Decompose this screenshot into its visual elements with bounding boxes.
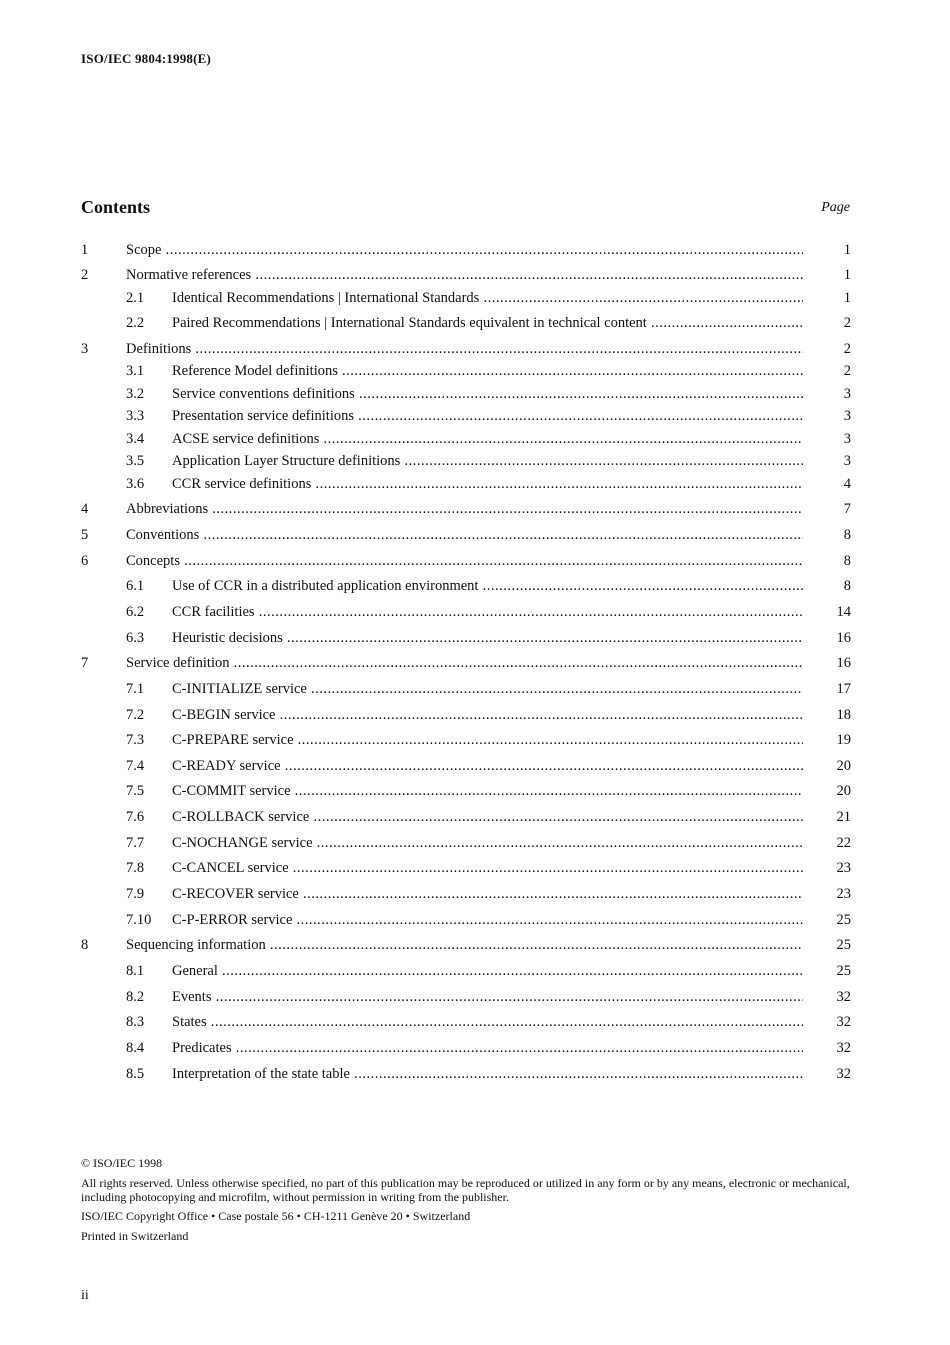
toc-entry-page: 20 [836, 783, 851, 799]
toc-entry-title: Sequencing information ..... [126, 935, 803, 955]
toc-entry-page: 8 [843, 527, 851, 543]
toc-entry-number: 8 [81, 937, 89, 953]
toc-entry-title: C-CANCEL service ..... [172, 858, 803, 878]
toc-entry-number: 6.1 [126, 578, 145, 594]
toc-entry [81, 858, 851, 878]
toc-entry [81, 551, 851, 571]
page-number: ii [81, 1288, 89, 1303]
toc-entry-title: C-INITIALIZE service ..... [172, 679, 803, 699]
toc-entry-title: Concepts ..... [126, 551, 803, 571]
toc-entry-title: ACSE service definitions ..... [172, 429, 803, 449]
toc-entry-number: 7.3 [126, 732, 145, 748]
toc-entry-page: 7 [843, 501, 851, 517]
toc-entry [81, 1064, 851, 1084]
toc-entry-page: 4 [843, 476, 851, 492]
toc-entry-number: 8.2 [126, 989, 145, 1005]
toc-entry-number: 2.2 [126, 315, 145, 331]
toc-entry [81, 240, 851, 260]
toc-entry [81, 833, 851, 853]
toc-entry-page: 25 [836, 912, 851, 928]
toc-entry [81, 313, 851, 333]
toc-entry-number: 8.5 [126, 1066, 145, 1082]
toc-entry-page: 16 [836, 630, 851, 646]
toc-entry-number: 3.5 [126, 453, 145, 469]
toc-entry-page: 3 [843, 453, 851, 469]
toc-entry [81, 576, 851, 596]
toc-entry-number: 7.2 [126, 707, 145, 723]
toc-entry [81, 628, 851, 648]
toc-entry [81, 451, 851, 471]
toc-entry-title: C-BEGIN service ..... [172, 705, 803, 725]
toc-entry-page: 32 [836, 1066, 851, 1082]
toc-entry-number: 3.3 [126, 408, 145, 424]
toc-entry-title: Reference Model definitions ..... [172, 361, 803, 381]
toc-entry-title: Use of CCR in a distributed application environment ..... [172, 576, 803, 596]
toc-entry-page: 17 [836, 681, 851, 697]
toc-entry-title: Application Layer Structure definitions ..... [172, 451, 803, 471]
toc-entry-number: 7.8 [126, 860, 145, 876]
toc-entry-number: 7 [81, 655, 89, 671]
toc-entry-title: Definitions ..... [126, 339, 803, 359]
toc-entry [81, 679, 851, 699]
toc-entry [81, 525, 851, 545]
toc-entry-page: 3 [843, 386, 851, 402]
toc-entry-title: Service conventions definitions ..... [172, 384, 803, 404]
toc-entry-page: 8 [843, 553, 851, 569]
toc-entry-number: 2.1 [126, 290, 145, 306]
toc-entry [81, 705, 851, 725]
toc-entry [81, 756, 851, 776]
toc-entry-number: 8.1 [126, 963, 145, 979]
toc-entry [81, 499, 851, 519]
toc-entry-title: CCR facilities ..... [172, 602, 803, 622]
toc-entry-number: 3 [81, 341, 89, 357]
toc-entry-page: 23 [836, 886, 851, 902]
toc-entry [81, 807, 851, 827]
copyright-office-address: ISO/IEC Copyright Office • Case postale 56 • CH-1211 Genève 20 • Switzerland [81, 1209, 471, 1223]
toc-entry [81, 384, 851, 404]
toc-entry-title: Conventions ..... [126, 525, 803, 545]
toc-entry [81, 884, 851, 904]
toc-entry [81, 781, 851, 801]
toc-entry-number: 3.4 [126, 431, 145, 447]
toc-entry-page: 1 [843, 242, 851, 258]
toc-entry-title: Presentation service definitions ..... [172, 406, 803, 426]
toc-entry-title: Service definition ..... [126, 653, 803, 673]
toc-entry-title: Scope ..... [126, 240, 803, 260]
toc-entry-number: 3.6 [126, 476, 145, 492]
toc-entry-number: 2 [81, 267, 89, 283]
toc-entry-title: Interpretation of the state table ..... [172, 1064, 803, 1084]
toc-entry-number: 6.3 [126, 630, 145, 646]
toc-entry-number: 8.3 [126, 1014, 145, 1030]
toc-entry-number: 6.2 [126, 604, 145, 620]
toc-entry-page: 1 [843, 267, 851, 283]
toc-entry-number: 7.1 [126, 681, 145, 697]
toc-entry [81, 987, 851, 1007]
toc-entry [81, 653, 851, 673]
toc-entry [81, 429, 851, 449]
toc-entry-number: 7.6 [126, 809, 145, 825]
toc-entry-page: 32 [836, 989, 851, 1005]
toc-entry [81, 361, 851, 381]
toc-entry-number: 6 [81, 553, 89, 569]
toc-entry-title: Events ..... [172, 987, 803, 1007]
toc-entry-page: 25 [836, 937, 851, 953]
toc-entry-page: 2 [843, 341, 851, 357]
toc-entry-page: 23 [836, 860, 851, 876]
toc-entry-title: Normative references ..... [126, 265, 803, 285]
toc-entry-title: C-ROLLBACK service ..... [172, 807, 803, 827]
toc-entry-page: 25 [836, 963, 851, 979]
toc-entry-title: C-P-ERROR service ..... [172, 910, 803, 930]
toc-entry-title: Identical Recommendations | International Standards ..... [172, 288, 803, 308]
toc-entry-page: 19 [836, 732, 851, 748]
rights-statement: All rights reserved. Unless otherwise specified, no part of this publication may be reproduced or utilized in any form or by any means, electronic or mechanical, including photocopying and microfilm, without permission in writing from the publisher. [81, 1176, 850, 1204]
toc-entry-number: 7.7 [126, 835, 145, 851]
toc-entry-title: C-NOCHANGE service ..... [172, 833, 803, 853]
toc-entry-title: C-PREPARE service ..... [172, 730, 803, 750]
toc-entry-page: 16 [836, 655, 851, 671]
toc-entry-page: 22 [836, 835, 851, 851]
toc-entry-page: 3 [843, 408, 851, 424]
toc-entry-number: 3.1 [126, 363, 145, 379]
toc-entry-title: C-COMMIT service ..... [172, 781, 803, 801]
toc-entry-title: Paired Recommendations | International Standards equivalent in technical content ..... [172, 313, 803, 333]
toc-entry-page: 3 [843, 431, 851, 447]
toc-entry [81, 602, 851, 622]
toc-entry-title: CCR service definitions ..... [172, 474, 803, 494]
printed-in: Printed in Switzerland [81, 1229, 189, 1243]
toc-entry-page: 32 [836, 1040, 851, 1056]
toc-entry [81, 1012, 851, 1032]
toc-entry-title: Predicates ..... [172, 1038, 803, 1058]
toc-entry-title: General ..... [172, 961, 803, 981]
toc-entry-page: 20 [836, 758, 851, 774]
toc-entry [81, 339, 851, 359]
toc-entry-number: 3.2 [126, 386, 145, 402]
toc-entry [81, 474, 851, 494]
toc-entry-number: 7.5 [126, 783, 145, 799]
toc-entry-title: States ..... [172, 1012, 803, 1032]
toc-entry [81, 961, 851, 981]
document-id: ISO/IEC 9804:1998(E) [81, 51, 212, 66]
toc-entry-number: 7.9 [126, 886, 145, 902]
toc-entry-number: 4 [81, 501, 89, 517]
toc-entry-number: 7.10 [126, 912, 152, 928]
toc-entry [81, 935, 851, 955]
toc-entry-title: C-RECOVER service ..... [172, 884, 803, 904]
toc-entry-title: Heuristic decisions ..... [172, 628, 803, 648]
toc-entry [81, 265, 851, 285]
contents-title: Contents [81, 197, 151, 217]
toc-entry [81, 406, 851, 426]
toc-entry [81, 288, 851, 308]
toc-entry-page: 2 [843, 315, 851, 331]
toc-entry-page: 14 [836, 604, 851, 620]
toc-entry-page: 1 [843, 290, 851, 306]
copyright-line: © ISO/IEC 1998 [81, 1156, 163, 1170]
toc-entry-title: Abbreviations ..... [126, 499, 803, 519]
toc-entry-page: 2 [843, 363, 851, 379]
toc-entry-number: 1 [81, 242, 89, 258]
toc-entry-page: 18 [836, 707, 851, 723]
toc-entry [81, 1038, 851, 1058]
toc-entry-title: C-READY service ..... [172, 756, 803, 776]
toc-entry-number: 5 [81, 527, 89, 543]
toc-entry-number: 8.4 [126, 1040, 145, 1056]
toc-entry-number: 7.4 [126, 758, 145, 774]
toc-entry-page: 8 [843, 578, 851, 594]
page-column-label: Page [821, 200, 850, 215]
toc-entry [81, 730, 851, 750]
toc-entry-page: 32 [836, 1014, 851, 1030]
toc-entry-page: 21 [836, 809, 851, 825]
toc-entry [81, 910, 851, 930]
